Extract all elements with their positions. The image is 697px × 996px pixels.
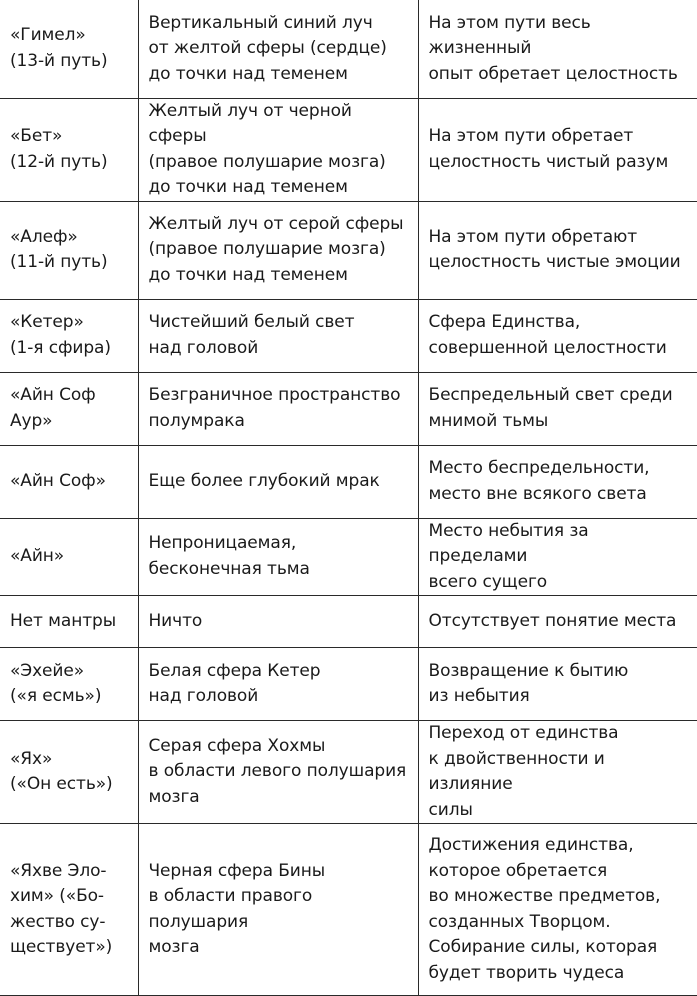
visualization-cell: Серая сфера Хохмы в области левого полушария мозга bbox=[138, 721, 418, 824]
mantra-cell: «Бет» (12-й путь) bbox=[0, 98, 138, 201]
meaning-cell: На этом пути весь жизненный опыт обретает целостность bbox=[418, 0, 697, 98]
mantra-cell: «Яхве Эло- хим» («Бо- жество су- ществует») bbox=[0, 824, 138, 996]
meaning-cell: Возвращение к бытию из небытия bbox=[418, 648, 697, 721]
visualization-cell: Безграничное пространство полумрака bbox=[138, 372, 418, 445]
table-row bbox=[0, 299, 697, 372]
mantra-cell: Нет мантры bbox=[0, 596, 138, 648]
mantra-cell: «Эхейе» («я есмь») bbox=[0, 648, 138, 721]
mantra-cell: «Айн» bbox=[0, 518, 138, 596]
meaning-cell: Отсутствует понятие места bbox=[418, 596, 697, 648]
table-row bbox=[0, 0, 697, 98]
meaning-cell: На этом пути обретает целостность чистый разум bbox=[418, 98, 697, 201]
table-row bbox=[0, 372, 697, 445]
table-row bbox=[0, 596, 697, 648]
visualization-cell: Черная сфера Бины в области правого полушария мозга bbox=[138, 824, 418, 996]
meaning-cell: Достижения единства, которое обретается во множестве предметов, созданных Творцом. Собирание силы, которая будет творить чудеса bbox=[418, 824, 697, 996]
visualization-cell: Вертикальный синий луч от желтой сферы (сердце) до точки над теменем bbox=[138, 0, 418, 98]
table-row bbox=[0, 824, 697, 996]
visualization-cell: Белая сфера Кетер над головой bbox=[138, 648, 418, 721]
visualization-cell: Желтый луч от серой сферы (правое полушарие мозга) до точки над теменем bbox=[138, 201, 418, 299]
visualization-cell: Ничто bbox=[138, 596, 418, 648]
table-row bbox=[0, 201, 697, 299]
visualization-cell: Непроницаемая, бесконечная тьма bbox=[138, 518, 418, 596]
mantra-cell: «Ях» («Он есть») bbox=[0, 721, 138, 824]
visualization-cell: Еще более глубокий мрак bbox=[138, 445, 418, 518]
table-row bbox=[0, 648, 697, 721]
meaning-cell: Место беспредельности, место вне всякого света bbox=[418, 445, 697, 518]
table-row bbox=[0, 445, 697, 518]
mantra-cell: «Айн Соф» bbox=[0, 445, 138, 518]
meaning-cell: Сфера Единства, совершенной целостности bbox=[418, 299, 697, 372]
mantra-cell: «Алеф» (11-й путь) bbox=[0, 201, 138, 299]
table-row bbox=[0, 98, 697, 201]
table-row bbox=[0, 518, 697, 596]
mantra-cell: «Гимел» (13-й путь) bbox=[0, 0, 138, 98]
meaning-cell: На этом пути обретают целостность чистые эмоции bbox=[418, 201, 697, 299]
mantra-cell: «Кетер» (1-я сфира) bbox=[0, 299, 138, 372]
visualization-cell: Желтый луч от черной сферы (правое полушарие мозга) до точки над теменем bbox=[138, 98, 418, 201]
table-row bbox=[0, 721, 697, 824]
meaning-cell: Беспредельный свет среди мнимой тьмы bbox=[418, 372, 697, 445]
meaning-cell: Переход от единства к двойственности и излияние силы bbox=[418, 721, 697, 824]
visualization-cell: Чистейший белый свет над головой bbox=[138, 299, 418, 372]
meaning-cell: Место небытия за пределами всего сущего bbox=[418, 518, 697, 596]
mantra-cell: «Айн Соф Аур» bbox=[0, 372, 138, 445]
